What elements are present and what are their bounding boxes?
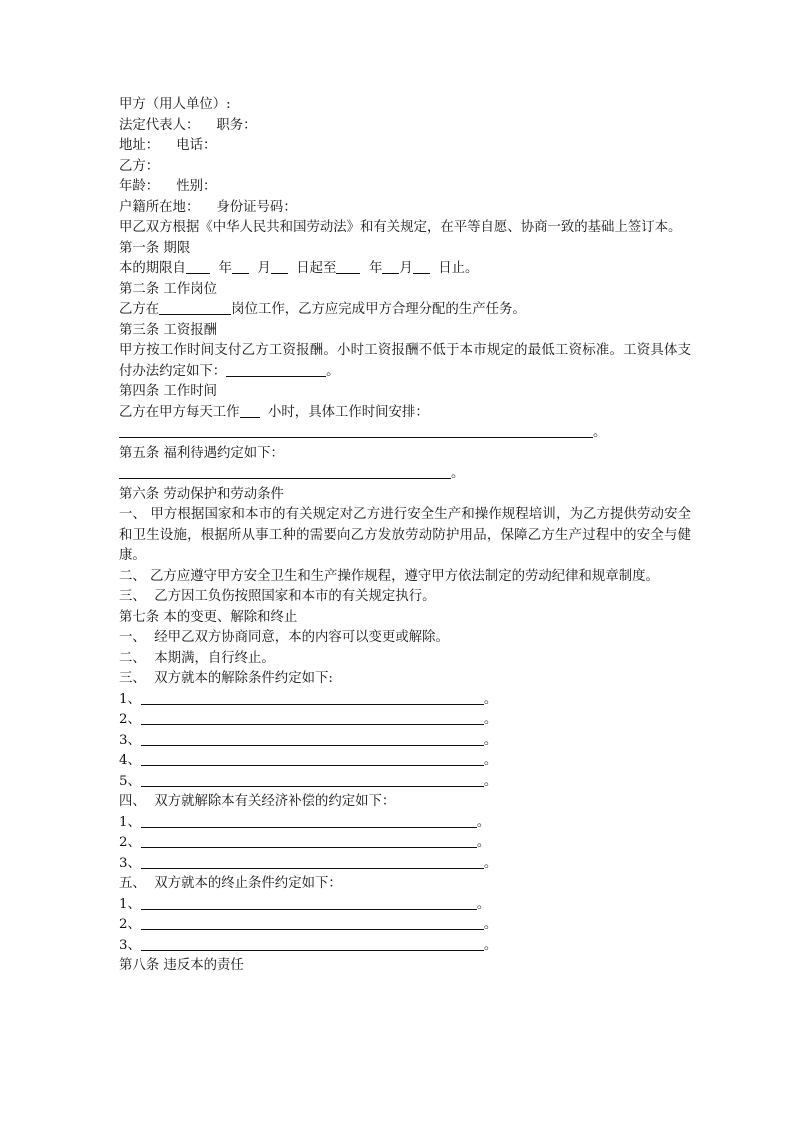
day-end-label: 日止。 bbox=[438, 261, 479, 276]
phone-label: 电话： bbox=[176, 138, 217, 153]
item-number: 5、 bbox=[119, 773, 141, 789]
age-label: 年龄： bbox=[119, 179, 160, 194]
period: 。 bbox=[326, 363, 340, 379]
condition-blank[interactable] bbox=[141, 710, 484, 725]
article-7-item-1: 一、 经甲乙双方协商同意，本的内容可以变更或解除。 bbox=[119, 630, 449, 645]
period: 。 bbox=[476, 835, 491, 850]
party-a-label: 甲方（用人单位）: bbox=[119, 97, 231, 112]
gender-label: 性别： bbox=[176, 179, 217, 194]
item-number: 1、 bbox=[119, 896, 141, 912]
article-1-title: 第一条 期限 bbox=[119, 240, 191, 256]
condition-blank[interactable] bbox=[141, 731, 484, 746]
article-1-term bbox=[119, 259, 691, 280]
day-until-label: 日起至 bbox=[296, 261, 337, 276]
article-7-item-2: 二、 本期满，自行终止。 bbox=[119, 650, 275, 666]
household-label: 户籍所在地： bbox=[119, 199, 200, 215]
compensation-1 bbox=[119, 813, 691, 834]
article-7-item-4: 四、 双方就解除本有关经济补偿的约定如下： bbox=[119, 794, 396, 809]
item-number: 3、 bbox=[119, 937, 141, 953]
period: 。 bbox=[483, 773, 498, 789]
article-6-item-3: 三、 乙方因工负伤按照国家和本市的有关规定执行。 bbox=[119, 589, 436, 604]
period: 。 bbox=[483, 855, 498, 871]
period: 。 bbox=[483, 732, 498, 748]
end-month-blank[interactable] bbox=[382, 259, 399, 274]
art2-suffix: 岗位工作，乙方应完成甲方合理分配的生产任务。 bbox=[231, 302, 526, 317]
period: 。 bbox=[483, 691, 498, 707]
party-b-line bbox=[119, 157, 691, 178]
month-label: 月 bbox=[399, 261, 413, 276]
article-3-title: 第三条 工资报酬 bbox=[119, 322, 217, 338]
end-condition-blank[interactable] bbox=[141, 895, 477, 910]
year-label: 年 bbox=[368, 261, 383, 276]
period: 。 bbox=[483, 917, 498, 932]
period: 。 bbox=[476, 814, 491, 830]
article-4-title: 第四条 工作时间 bbox=[119, 384, 217, 399]
condition-blank[interactable] bbox=[141, 690, 484, 705]
end-day-blank[interactable] bbox=[413, 259, 430, 274]
start-month-blank[interactable] bbox=[232, 259, 249, 274]
household-line bbox=[119, 198, 691, 219]
article-6-title: 第六条 劳动保护和劳动条件 bbox=[119, 486, 284, 502]
period: 。 bbox=[451, 466, 465, 481]
end-condition-2 bbox=[119, 915, 691, 936]
address-label: 地址： bbox=[119, 138, 160, 153]
end-condition-blank[interactable] bbox=[141, 936, 484, 951]
termination-condition-5 bbox=[119, 772, 691, 793]
address-line bbox=[119, 136, 691, 157]
end-year-blank[interactable] bbox=[336, 259, 360, 274]
item-number: 3、 bbox=[119, 855, 141, 871]
termination-condition-4 bbox=[119, 751, 691, 772]
compensation-blank[interactable] bbox=[141, 833, 477, 848]
period: 。 bbox=[483, 937, 498, 953]
article-6-item-2: 二、 乙方应遵守甲方安全卫生和生产操作规程，遵守甲方依法制定的劳动纪律和规章制度。 bbox=[119, 568, 659, 584]
id-number-label: 身份证号码： bbox=[216, 199, 297, 215]
position-label: 职务： bbox=[216, 117, 257, 133]
year-label: 年 bbox=[218, 261, 232, 276]
article-7-item-3: 三、 双方就本的解除条件约定如下: bbox=[119, 671, 333, 686]
month-label: 月 bbox=[257, 261, 271, 276]
article-3-body bbox=[119, 341, 691, 382]
end-condition-3 bbox=[119, 936, 691, 957]
hours-blank[interactable] bbox=[240, 403, 260, 418]
intro-paragraph: 甲乙双方根据《中华人民共和国劳动法》和有关规定，在平等自愿、协商一致的基础上签订本。 bbox=[119, 220, 682, 235]
item-number: 2、 bbox=[119, 712, 141, 727]
item-number: 2、 bbox=[119, 917, 141, 932]
article-2-title: 第二条 工作岗位 bbox=[119, 281, 217, 297]
article-5-title: 第五条 福利待遇约定如下： bbox=[119, 445, 284, 461]
termination-condition-2 bbox=[119, 710, 691, 731]
period: 。 bbox=[483, 753, 498, 768]
compensation-blank[interactable] bbox=[141, 854, 484, 869]
contract-page bbox=[119, 95, 691, 977]
benefits-line bbox=[119, 464, 691, 485]
term-from-label: 本的期限自 bbox=[119, 261, 186, 276]
start-day-blank[interactable] bbox=[271, 259, 288, 274]
termination-condition-1 bbox=[119, 690, 691, 711]
item-number: 3、 bbox=[119, 732, 141, 748]
period: 。 bbox=[483, 712, 498, 727]
legal-rep-label: 法定代表人： bbox=[119, 117, 200, 133]
article-7-title: 第七条 本的变更、解除和终止 bbox=[119, 609, 298, 625]
schedule-blank[interactable] bbox=[119, 423, 593, 438]
wage-method-blank[interactable] bbox=[226, 362, 326, 377]
party-a-line bbox=[119, 95, 691, 116]
condition-blank[interactable] bbox=[141, 751, 484, 766]
article-4-body bbox=[119, 403, 691, 424]
position-blank[interactable] bbox=[159, 300, 231, 315]
article-8-title: 第八条 违反本的责任 bbox=[119, 958, 244, 973]
period: 。 bbox=[476, 896, 491, 912]
compensation-3 bbox=[119, 854, 691, 875]
termination-condition-3 bbox=[119, 731, 691, 752]
compensation-blank[interactable] bbox=[141, 813, 477, 828]
item-number: 1、 bbox=[119, 814, 141, 830]
article-2-body bbox=[119, 300, 691, 321]
period: 。 bbox=[593, 425, 607, 440]
condition-blank[interactable] bbox=[141, 772, 484, 787]
legal-rep-line bbox=[119, 116, 691, 137]
art2-prefix: 乙方在 bbox=[119, 302, 160, 317]
age-line bbox=[119, 177, 691, 198]
art3-text: 甲方按工作时间支付乙方工资报酬。小时工资报酬不低于本市规定的最低工资标准。工资具体支付办法约定如下： bbox=[119, 343, 691, 379]
compensation-2 bbox=[119, 833, 691, 854]
item-number: 2、 bbox=[119, 835, 141, 850]
article-6-item-1: 一、 甲方根据国家和本市的有关规定对乙方进行安全生产和操作规程培训，为乙方提供劳动安全和卫生设施，根据所从事工种的需要向乙方发放劳动防护用品，保障乙方生产过程中的安全与健康。 bbox=[119, 507, 691, 563]
end-condition-1 bbox=[119, 895, 691, 916]
start-year-blank[interactable] bbox=[186, 259, 210, 274]
art4-prefix: 乙方在甲方每天工作 bbox=[119, 404, 240, 420]
art4-suffix: 小时，具体工作时间安排： bbox=[268, 404, 429, 420]
end-condition-blank[interactable] bbox=[141, 915, 484, 930]
benefits-blank[interactable] bbox=[119, 464, 451, 479]
item-number: 1、 bbox=[119, 691, 141, 707]
item-number: 4、 bbox=[119, 753, 141, 768]
schedule-line bbox=[119, 423, 691, 444]
party-b-label: 乙方： bbox=[119, 158, 160, 174]
article-7-item-5: 五、 双方就本的终止条件约定如下： bbox=[119, 876, 342, 891]
